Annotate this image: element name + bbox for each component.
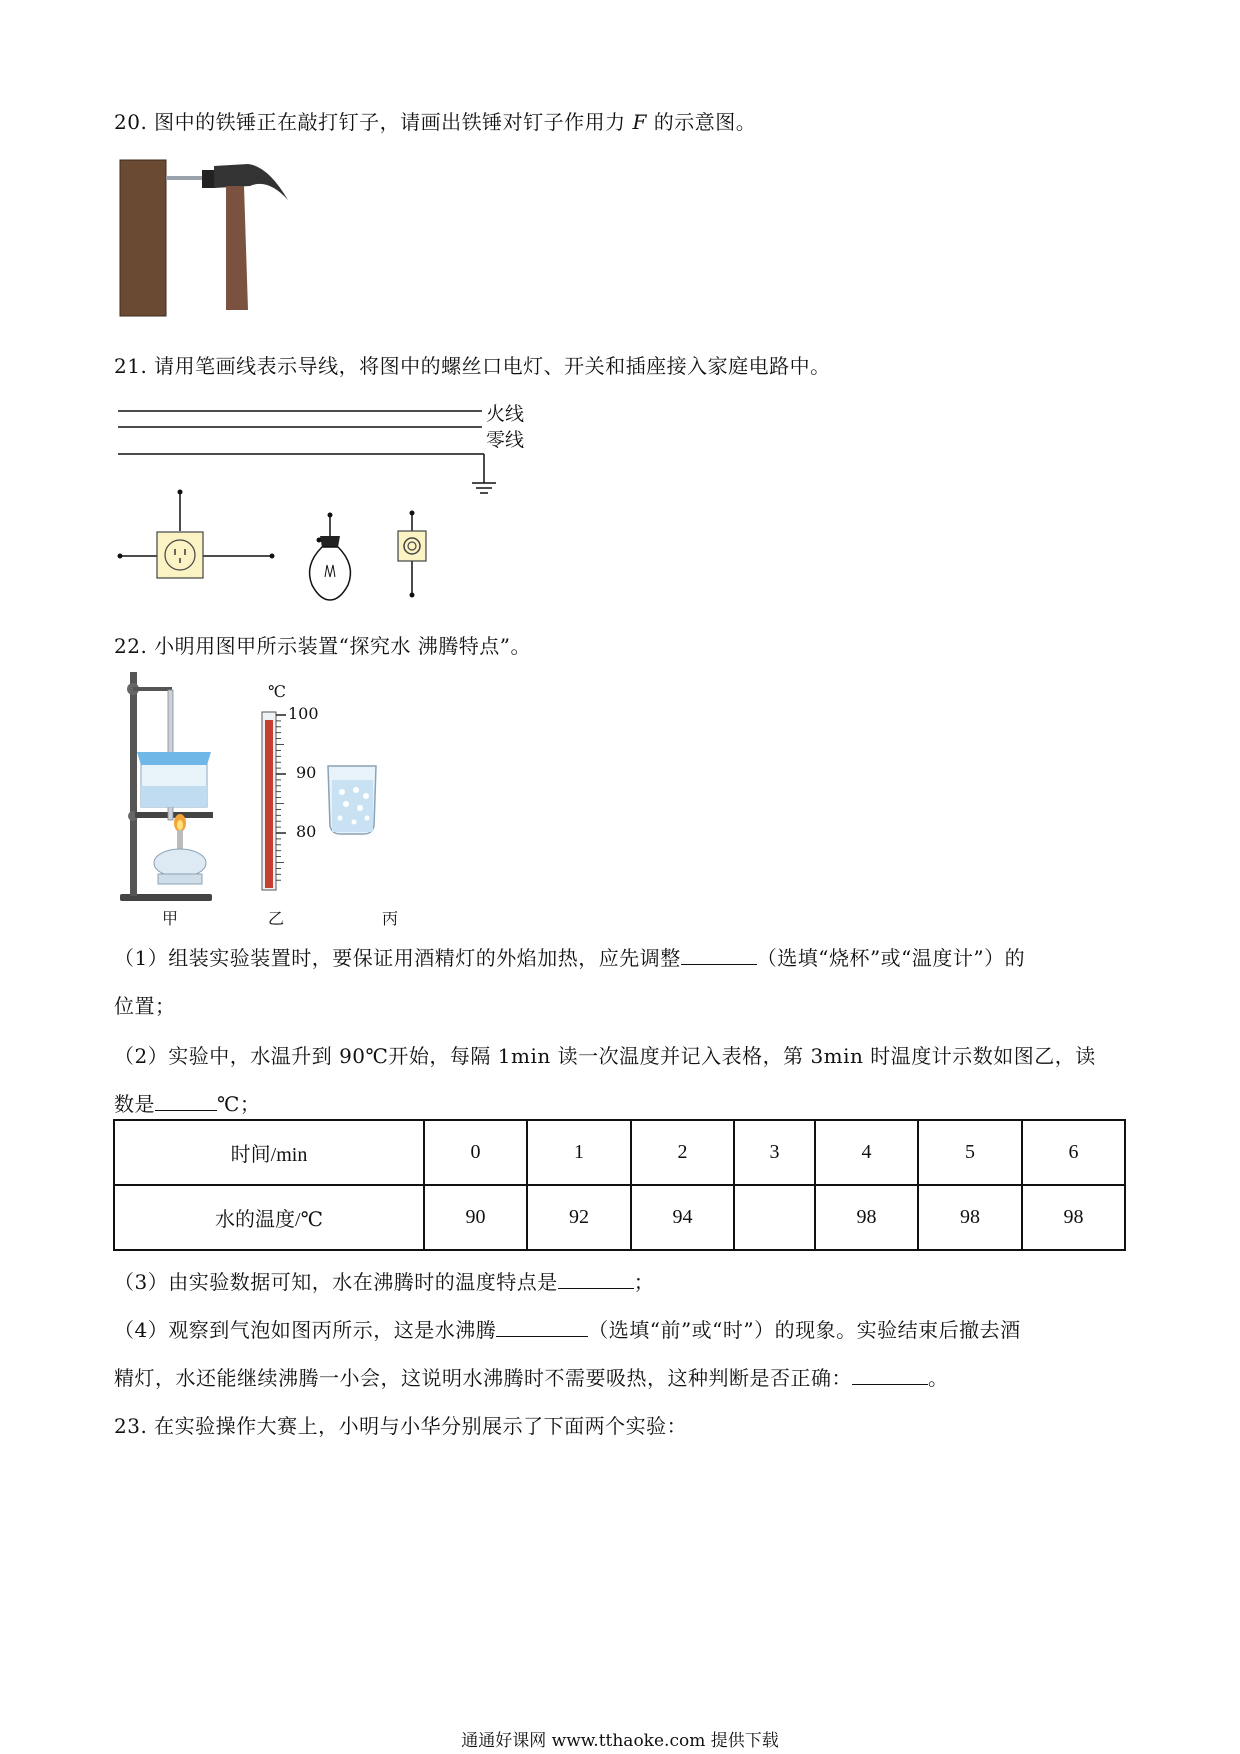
question-22-sub1-cont: 位置；: [114, 994, 176, 1018]
hammer-face: [202, 170, 216, 188]
table-header-time: 时间/min: [114, 1120, 424, 1185]
figure-label-yi: 乙: [268, 909, 285, 928]
table-cell: 1: [527, 1120, 631, 1185]
table-cell-blank[interactable]: [734, 1185, 815, 1250]
iron-stand-jia: [120, 672, 213, 901]
temperature-table: [113, 1119, 1126, 1251]
thermometer-unit: ℃: [268, 682, 286, 701]
question-22-intro: 22. 小明用图甲所示装置“探究水 沸腾特点”。: [114, 634, 531, 658]
table-cell: 6: [1022, 1120, 1125, 1185]
live-wire-label: 火线: [486, 403, 525, 425]
table-cell: 90: [424, 1185, 527, 1250]
question-21-text: 21. 请用笔画线表示导线，将图中的螺丝口电灯、开关和插座接入家庭电路中。: [114, 354, 831, 378]
table-cell: 3: [734, 1120, 815, 1185]
table-cell: 92: [527, 1185, 631, 1250]
figure-label-jia: 甲: [162, 909, 179, 928]
bulb-symbol: [310, 513, 351, 601]
table-cell: 94: [631, 1185, 734, 1250]
table-cell: 98: [815, 1185, 918, 1250]
circuit-figure: [112, 395, 552, 605]
table-cell: 4: [815, 1120, 918, 1185]
question-22-sub4-cont: 精灯，水还能继续沸腾一小会，这说明水沸腾时不需要吸热，这种判断是否正确： 。: [114, 1366, 949, 1390]
table-cell: 2: [631, 1120, 734, 1185]
answer-blank-3[interactable]: [558, 1288, 634, 1289]
thermometer-yi: [262, 712, 286, 890]
table-header-temperature: 水的温度/℃: [114, 1185, 424, 1250]
answer-blank-2[interactable]: [155, 1110, 217, 1111]
boiling-experiment-figure: [110, 668, 440, 928]
page-footer: 通通好课网 www.tthaoke.com 提供下载: [461, 1731, 779, 1751]
table-row: [114, 1120, 1125, 1185]
hammer-nail-figure: [118, 158, 298, 318]
answer-blank-5[interactable]: [852, 1384, 928, 1385]
beaker-bing: [328, 766, 376, 834]
thermometer-tick-100: 100: [288, 704, 319, 723]
switch-symbol: [398, 511, 426, 598]
question-22-sub3: （3）由实验数据可知，水在沸腾时的温度特点是 ；: [114, 1270, 655, 1294]
hammer-head: [214, 164, 288, 200]
force-symbol: F: [632, 110, 647, 134]
table-cell: 98: [918, 1185, 1022, 1250]
wood-block: [120, 160, 166, 316]
answer-blank-1[interactable]: [681, 964, 757, 965]
question-22-sub1: （1）组装实验装置时，要保证用酒精灯的外焰加热，应先调整 （选填“烧杯”或“温度计”）的: [114, 946, 1026, 970]
question-22-sub2-cont: 数是 ℃；: [114, 1092, 261, 1116]
question-23-text: 23. 在实验操作大赛上，小明与小华分别展示了下面两个实验：: [114, 1414, 688, 1438]
table-row: [114, 1185, 1125, 1250]
thermometer-tick-80: 80: [296, 822, 317, 841]
question-20-text: 20. 图中的铁锤正在敲打钉子，请画出铁锤对钉子作用力 F 的示意图。: [114, 110, 757, 134]
table-cell: 0: [424, 1120, 527, 1185]
question-22-sub4: （4）观察到气泡如图丙所示，这是水沸腾 （选填“前”或“时”）的现象。实验结束后撤去酒: [114, 1318, 1021, 1342]
question-22-sub2: （2）实验中，水温升到 90℃开始，每隔 1min 读一次温度并记入表格，第 3min 时温度计示数如图乙，读: [114, 1044, 1096, 1068]
thermometer-tick-90: 90: [296, 763, 317, 782]
figure-label-bing: 丙: [382, 909, 399, 928]
table-cell: 98: [1022, 1185, 1125, 1250]
hammer-handle: [226, 186, 248, 310]
neutral-wire-label: 零线: [486, 429, 525, 451]
table-cell: 5: [918, 1120, 1022, 1185]
socket-symbol: [118, 490, 275, 579]
nail: [166, 176, 206, 180]
ground-symbol: [472, 483, 496, 493]
answer-blank-4[interactable]: [496, 1336, 588, 1337]
